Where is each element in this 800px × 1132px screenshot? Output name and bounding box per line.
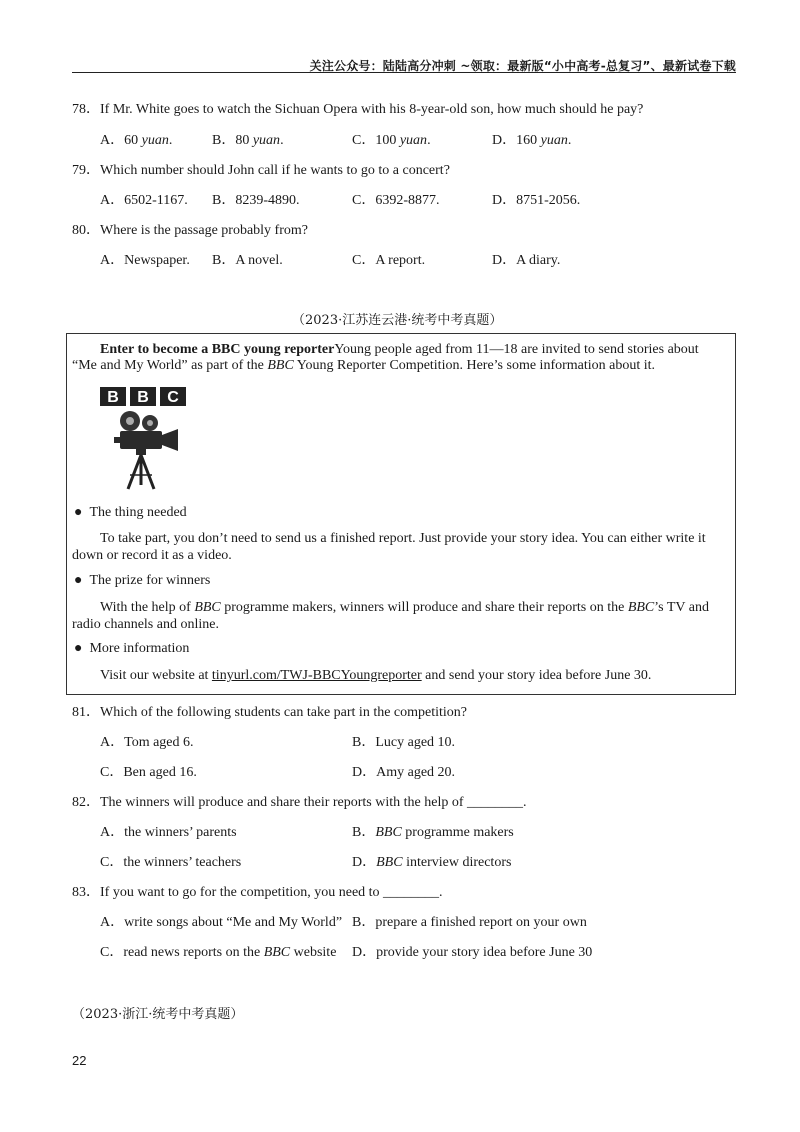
option-78-c[interactable] xyxy=(352,129,431,149)
option-text: 6502-1167. xyxy=(124,193,188,208)
option-83-a[interactable] xyxy=(100,911,342,931)
option-unit: yuan xyxy=(540,133,568,148)
option-81-d[interactable] xyxy=(352,761,455,781)
option-unit: yuan xyxy=(141,133,169,148)
option-text: Lucy aged 10. xyxy=(375,735,456,750)
passage-title: Enter to become a BBC young reporter xyxy=(100,342,335,357)
option-label: C． xyxy=(100,765,124,780)
option-text: programme makers xyxy=(401,825,514,840)
option-82-a[interactable] xyxy=(100,821,237,841)
option-label: D． xyxy=(352,945,377,960)
option-81-a[interactable] xyxy=(100,731,194,751)
passage-paragraph: To take part, you don’t need to send us a finished report. Just provide your story idea. You can either write it xyxy=(100,531,706,546)
option-number: 80 xyxy=(235,133,250,148)
option-text: 8751-2056. xyxy=(516,193,581,208)
option-text: interview directors xyxy=(402,855,512,870)
passage-text-italic: BBC xyxy=(194,600,221,615)
option-text-italic: BBC xyxy=(263,945,291,960)
option-text: Ben aged 16. xyxy=(123,765,197,780)
option-label: B． xyxy=(352,735,376,750)
option-unit: yuan xyxy=(399,133,428,148)
option-text: Amy aged 20. xyxy=(376,765,456,780)
passage-paragraph xyxy=(100,668,651,684)
question-80 xyxy=(72,219,308,239)
passage-text: ’s TV and xyxy=(654,600,709,615)
section-heading-text: More information xyxy=(89,641,190,656)
passage-text: “Me and My World” as part of the xyxy=(72,358,268,373)
option-label: D． xyxy=(492,193,517,208)
question-number: 78． xyxy=(72,102,100,117)
passage-text: Visit our website at xyxy=(100,668,212,683)
question-number: 80． xyxy=(72,223,100,238)
option-number: 160 xyxy=(516,133,538,148)
section-heading-thing-needed xyxy=(74,505,187,521)
passage-paragraph: down or record it as a video. xyxy=(72,548,232,563)
section-heading-text: The prize for winners xyxy=(89,573,211,588)
question-82 xyxy=(72,791,527,811)
option-text: write songs about “Me and My World” xyxy=(124,915,343,930)
question-text: If you want to go for the competition, you need to ________. xyxy=(100,885,443,900)
question-number: 82． xyxy=(72,795,100,810)
option-number: 60 xyxy=(124,133,139,148)
section-heading-prize xyxy=(74,573,210,589)
option-label: A． xyxy=(100,253,125,268)
option-label: A． xyxy=(100,133,125,148)
question-83 xyxy=(72,881,443,901)
passage-intro-line-2 xyxy=(72,358,655,374)
passage-intro-line-1 xyxy=(100,342,699,358)
option-label: D． xyxy=(492,253,517,268)
source-label: （2023·浙江·统考中考真题） xyxy=(72,1007,244,1022)
bullet-icon: ● xyxy=(74,573,83,588)
page-number: 22 xyxy=(72,1053,87,1068)
header-rule xyxy=(72,72,736,73)
passage-paragraph: radio channels and online. xyxy=(72,617,219,632)
option-82-d[interactable] xyxy=(352,851,511,871)
option-label: B． xyxy=(212,193,236,208)
option-end: . xyxy=(168,133,173,148)
option-83-c[interactable] xyxy=(100,941,336,961)
question-number: 81． xyxy=(72,705,100,720)
option-83-d[interactable] xyxy=(352,941,592,961)
option-79-c[interactable] xyxy=(352,189,440,209)
option-text: Newspaper. xyxy=(124,253,190,268)
option-label: B． xyxy=(212,133,236,148)
bbc-letter-boxes xyxy=(100,387,186,406)
option-text: prepare a finished report on your own xyxy=(375,915,587,930)
option-80-a[interactable] xyxy=(100,249,190,269)
option-label: C． xyxy=(352,193,376,208)
question-text: Where is the passage probably from? xyxy=(100,223,308,238)
option-text-italic: BBC xyxy=(376,855,403,870)
passage-text-italic: BBC xyxy=(627,600,655,615)
section-heading-text: The thing needed xyxy=(89,505,187,520)
option-unit: yuan xyxy=(252,133,281,148)
option-label: D． xyxy=(492,133,517,148)
option-label: A． xyxy=(100,735,125,750)
bbc-camera-logo xyxy=(100,385,190,495)
question-text: If Mr. White goes to watch the Sichuan Opera with his 8-year-old son, how much should he pay? xyxy=(100,102,644,117)
option-text: the winners’ parents xyxy=(124,825,237,840)
option-text: A report. xyxy=(375,253,426,268)
option-label: C． xyxy=(100,855,124,870)
passage-text: With the help of xyxy=(100,600,195,615)
option-end: . xyxy=(280,133,284,148)
movie-camera-icon xyxy=(114,411,178,489)
passage-intro-text: Young people aged from 11—18 are invited to send stories about xyxy=(334,342,699,357)
question-text: Which of the following students can take part in the competition? xyxy=(100,705,468,720)
option-text-italic: BBC xyxy=(375,825,402,840)
question-text: The winners will produce and share their reports with the help of ________. xyxy=(100,795,527,810)
passage-text-italic: BBC xyxy=(267,358,294,373)
option-label: C． xyxy=(352,133,376,148)
option-82-b[interactable] xyxy=(352,821,514,841)
page-header: 关注公众号：陆陆高分冲刺 ~领取：最新版“小中高考-总复习”、最新试卷下载 xyxy=(309,59,736,73)
website-link[interactable]: tinyurl.com/TWJ-BBCYoungreporter xyxy=(211,668,422,683)
option-text: 8239-4890. xyxy=(235,193,300,208)
option-label: B． xyxy=(352,915,376,930)
question-79 xyxy=(72,159,450,179)
option-80-c[interactable] xyxy=(352,249,425,269)
option-80-b[interactable] xyxy=(212,249,283,269)
passage-text: programme makers, winners will produce and share their reports on the xyxy=(220,600,628,615)
option-83-b[interactable] xyxy=(352,911,587,931)
passage-text: and send your story idea before June 30. xyxy=(421,668,652,683)
option-text: A diary. xyxy=(516,253,561,268)
bullet-icon: ● xyxy=(74,641,83,656)
question-number: 83． xyxy=(72,885,100,900)
option-label: C． xyxy=(100,945,124,960)
option-81-c[interactable] xyxy=(100,761,197,781)
option-78-b[interactable] xyxy=(212,129,284,149)
option-label: A． xyxy=(100,193,125,208)
option-81-b[interactable] xyxy=(352,731,455,751)
section-heading-more-info xyxy=(74,641,189,657)
option-text: the winners’ teachers xyxy=(123,855,242,870)
option-text: website xyxy=(290,945,337,960)
bullet-icon: ● xyxy=(74,505,83,520)
bbc-letter-1: B xyxy=(107,389,119,406)
option-text: read news reports on the xyxy=(123,945,264,960)
option-text: A novel. xyxy=(235,253,283,268)
option-end: . xyxy=(427,133,431,148)
option-79-d[interactable] xyxy=(492,189,580,209)
option-label: D． xyxy=(352,855,377,870)
option-text: Tom aged 6. xyxy=(124,735,194,750)
option-82-c[interactable] xyxy=(100,851,241,871)
option-number: 100 xyxy=(375,133,397,148)
option-79-a[interactable] xyxy=(100,189,188,209)
option-label: B． xyxy=(212,253,236,268)
option-label: D． xyxy=(352,765,377,780)
bbc-letter-2: B xyxy=(137,389,149,406)
passage-paragraph xyxy=(100,600,709,616)
option-label: B． xyxy=(352,825,376,840)
question-number: 79． xyxy=(72,163,100,178)
option-78-d[interactable] xyxy=(492,129,571,149)
option-label: A． xyxy=(100,915,125,930)
option-80-d[interactable] xyxy=(492,249,560,269)
question-text: Which number should John call if he wants to go to a concert? xyxy=(100,163,450,178)
bbc-letter-3: C xyxy=(167,389,179,406)
option-end: . xyxy=(567,133,572,148)
option-79-b[interactable] xyxy=(212,189,300,209)
option-label: C． xyxy=(352,253,376,268)
option-78-a[interactable] xyxy=(100,129,172,149)
option-text: provide your story idea before June 30 xyxy=(376,945,593,960)
option-text: 6392-8877. xyxy=(375,193,440,208)
question-78 xyxy=(72,98,643,118)
passage-text: Young Reporter Competition. Here’s some information about it. xyxy=(293,358,656,373)
option-label: A． xyxy=(100,825,125,840)
question-81 xyxy=(72,701,467,721)
source-label: （2023·江苏连云港·统考中考真题） xyxy=(292,313,503,328)
